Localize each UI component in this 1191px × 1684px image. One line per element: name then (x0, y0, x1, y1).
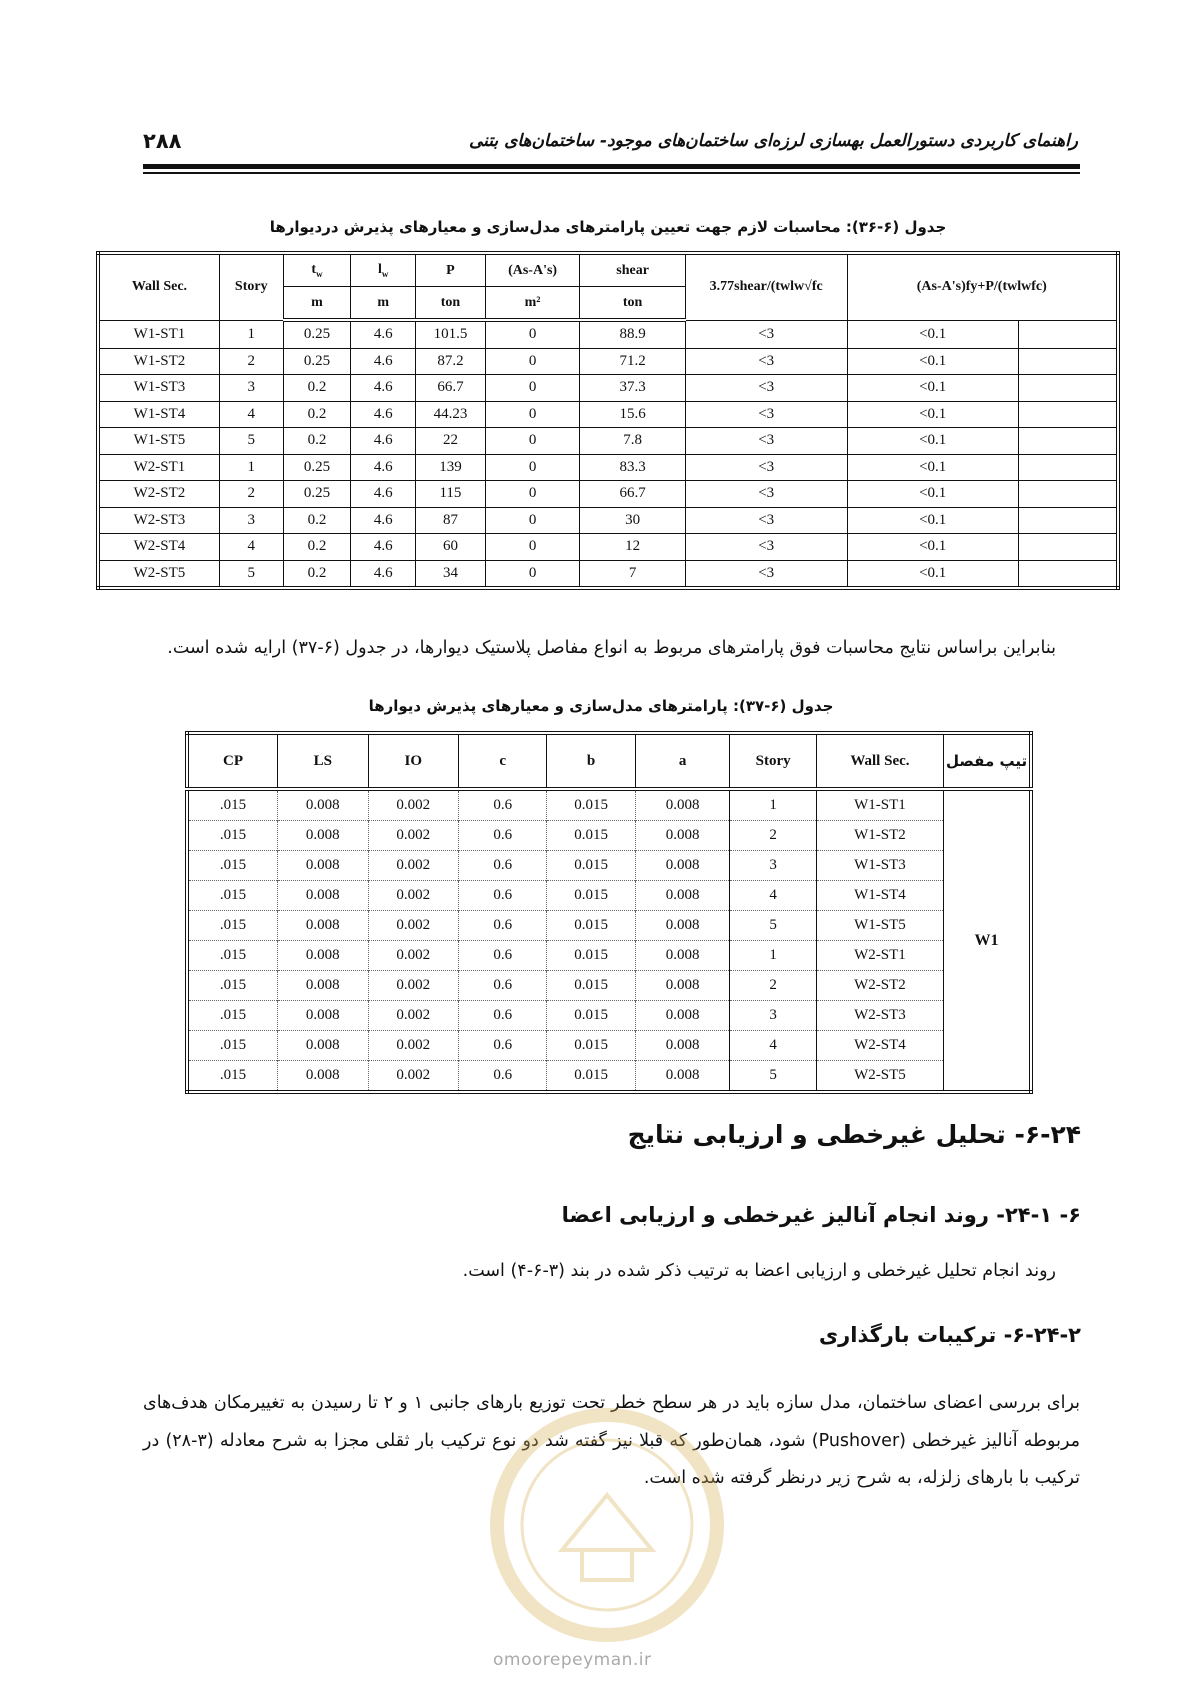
table-cell: 4.6 (351, 428, 416, 455)
col-story: Story (219, 253, 283, 320)
table-cell: 0.008 (278, 1001, 369, 1031)
table-cell: 0.2 (283, 534, 351, 561)
table-cell: 0 (485, 534, 580, 561)
header-rule-thin (143, 172, 1080, 174)
table37-header: c (459, 733, 547, 789)
table-row (98, 454, 1118, 481)
page-number: ۲۸۸ (143, 129, 182, 153)
table-cell: 0.25 (283, 454, 351, 481)
table-cell: W2-ST3 (98, 507, 219, 534)
table-cell: 2 (219, 481, 283, 508)
col-tw: $t_w$ (283, 253, 351, 287)
table-cell: <0.1 (847, 454, 1018, 481)
table-cell-empty (1018, 428, 1118, 455)
table-cell-empty (1018, 401, 1118, 428)
table37-header: b (547, 733, 635, 789)
table-36 (96, 251, 1120, 590)
table-cell: 0.6 (459, 1031, 547, 1061)
table-cell-empty (1018, 507, 1118, 534)
table-cell: W1-ST3 (816, 851, 943, 881)
table-cell: 30 (580, 507, 686, 534)
table-cell: 0.008 (278, 851, 369, 881)
table-cell: 1 (219, 454, 283, 481)
table37-header: a (635, 733, 730, 789)
table-cell: 66.7 (416, 375, 486, 402)
table-cell: 4.6 (351, 320, 416, 348)
table-cell: .015 (187, 1001, 278, 1031)
table-cell: 5 (219, 428, 283, 455)
table-cell: W2-ST2 (816, 971, 943, 1001)
table-cell-empty (1018, 320, 1118, 348)
table-cell: .015 (187, 971, 278, 1001)
table-cell: <3 (685, 481, 847, 508)
table-cell: 87 (416, 507, 486, 534)
table-cell: W1-ST5 (98, 428, 219, 455)
table-cell: 0.015 (547, 821, 635, 851)
paragraph-1: بنابراین براساس نتایج محاسبات فوق پارامترهای مربوط به انواع مفاصل پلاستیک دیوارها، در جدول (۶-۳۷) ارایه شده است. (167, 638, 1056, 658)
table-row (187, 881, 1031, 911)
table-cell: .015 (187, 1031, 278, 1061)
table-cell: 15.6 (580, 401, 686, 428)
table-cell: 0.015 (547, 1001, 635, 1031)
table-cell: .015 (187, 821, 278, 851)
table-cell: 71.2 (580, 348, 686, 375)
table-cell: 101.5 (416, 320, 486, 348)
table37-header: LS (278, 733, 369, 789)
table-cell: <0.1 (847, 375, 1018, 402)
table-row (187, 821, 1031, 851)
table-cell: 3 (219, 507, 283, 534)
table-cell: W2-ST3 (816, 1001, 943, 1031)
table-cell: 0.015 (547, 941, 635, 971)
table-row (187, 941, 1031, 971)
table-cell: 0.015 (547, 971, 635, 1001)
table-cell: <3 (685, 375, 847, 402)
table-cell: 0.015 (547, 911, 635, 941)
table-cell: 0.008 (278, 821, 369, 851)
table-cell: 12 (580, 534, 686, 561)
table-cell: 3 (730, 851, 816, 881)
unit-shear: ton (580, 287, 686, 321)
table-cell: 0.002 (368, 971, 459, 1001)
table-cell: W2-ST1 (816, 941, 943, 971)
table-cell: 0.008 (635, 821, 730, 851)
table-cell: 0.008 (635, 911, 730, 941)
table-cell: 0.2 (283, 375, 351, 402)
table-cell: <0.1 (847, 481, 1018, 508)
table-row (187, 1031, 1031, 1061)
table-row (98, 560, 1118, 588)
table-cell: 0.6 (459, 911, 547, 941)
running-header (143, 125, 1078, 157)
table-cell: <3 (685, 534, 847, 561)
table-row (187, 911, 1031, 941)
table-row (98, 481, 1118, 508)
table-cell: 0.002 (368, 1001, 459, 1031)
table-cell: 0.015 (547, 851, 635, 881)
table-cell: 5 (730, 1061, 816, 1093)
table-cell: 83.3 (580, 454, 686, 481)
table-cell: 0.6 (459, 881, 547, 911)
section-heading: ۶-۲۴- تحلیل غیرخطی و ارزیابی نتایج (627, 1120, 1081, 1149)
publisher-seal-watermark (482, 1400, 732, 1670)
table-cell: <0.1 (847, 534, 1018, 561)
table-cell: 5 (219, 560, 283, 588)
table-cell: <0.1 (847, 401, 1018, 428)
table-cell: 0.008 (278, 941, 369, 971)
table-cell: W1-ST1 (816, 789, 943, 821)
table-row (98, 348, 1118, 375)
table-cell: <3 (685, 320, 847, 348)
table-cell: W2-ST2 (98, 481, 219, 508)
table-cell-empty (1018, 534, 1118, 561)
table-cell: 0.002 (368, 851, 459, 881)
col-ratio1: 3.77shear/(twlw√fc (685, 253, 847, 320)
table-cell: 3 (219, 375, 283, 402)
table-cell: 0.6 (459, 941, 547, 971)
table-cell: <0.1 (847, 507, 1018, 534)
table-cell: W1-ST3 (98, 375, 219, 402)
table-cell: .015 (187, 1061, 278, 1093)
table-cell: 88.9 (580, 320, 686, 348)
table-cell: 34 (416, 560, 486, 588)
table-cell: 60 (416, 534, 486, 561)
table-cell: 0 (485, 507, 580, 534)
table-cell: 0.2 (283, 560, 351, 588)
table-cell: 0.008 (278, 881, 369, 911)
table-cell: 4.6 (351, 481, 416, 508)
table-cell: 0.002 (368, 881, 459, 911)
table-cell: 0.015 (547, 1031, 635, 1061)
table-cell: 2 (730, 821, 816, 851)
table-cell: 0.002 (368, 1061, 459, 1093)
table-cell: 4.6 (351, 560, 416, 588)
table-cell: <3 (685, 428, 847, 455)
table-cell: 0.25 (283, 348, 351, 375)
paragraph-2: روند انجام تحلیل غیرخطی و ارزیابی اعضا به ترتیب ذکر شده در بند (۳-۶-۴) است. (462, 1261, 1056, 1281)
table-cell: 0.002 (368, 941, 459, 971)
table-cell: 87.2 (416, 348, 486, 375)
hinge-type-cell: W1 (944, 789, 1031, 1092)
table-cell: W1-ST1 (98, 320, 219, 348)
table-cell: 0.002 (368, 911, 459, 941)
table-cell: 0.2 (283, 507, 351, 534)
table-37 (185, 731, 1033, 1094)
table-cell: 0.008 (278, 971, 369, 1001)
table-cell: 0.008 (278, 789, 369, 821)
table-cell: 44.23 (416, 401, 486, 428)
table-37-caption: جدول (۶-۳۷): پارامترهای مدل‌سازی و معیارهای پذیرش دیوارها (368, 697, 834, 715)
table-cell: 0.015 (547, 789, 635, 821)
table-cell: 0.2 (283, 428, 351, 455)
table-cell: 0 (485, 560, 580, 588)
table37-header: تیپ مفصل (944, 733, 1031, 789)
col-wall-sec: Wall Sec. (98, 253, 219, 320)
table-cell: 4.6 (351, 507, 416, 534)
table-row (187, 1001, 1031, 1031)
table-cell: 0 (485, 454, 580, 481)
table-cell: 7.8 (580, 428, 686, 455)
unit-tw: m (283, 287, 351, 321)
table37-header: Story (730, 733, 816, 789)
table-cell: <3 (685, 401, 847, 428)
table-row (98, 320, 1118, 348)
watermark-site: omoorepeyman.ir (493, 1650, 652, 1670)
table-cell: 22 (416, 428, 486, 455)
table-row (187, 1061, 1031, 1093)
table-cell: 0 (485, 401, 580, 428)
table-cell: 0.25 (283, 320, 351, 348)
table-cell-empty (1018, 375, 1118, 402)
table-cell: W2-ST4 (816, 1031, 943, 1061)
unit-p: ton (416, 287, 486, 321)
table-cell: 4 (219, 534, 283, 561)
col-p: P (416, 253, 486, 287)
table-cell: 0.008 (635, 1061, 730, 1093)
paragraph-3: برای بررسی اعضای ساختمان، مدل سازه باید در هر سطح خطر تحت توزیع بارهای جانبی ۱ و ۲ تا رسیدن به تغییرمکان هدف‌های مربوطه آنالیز غیرخطی (Pushover) شود، همان‌طور که قبلا نیز گفته شد دو نوع ترکیب بار ثقلی مجزا به شرح معادله (۳-۲۸) در ترکیب با بارهای زلزله، به شرح زیر درنظر گرفته شده است. (143, 1393, 1080, 1489)
table-cell: .015 (187, 881, 278, 911)
table-cell: 4.6 (351, 454, 416, 481)
table-row (98, 375, 1118, 402)
col-as: (As-A's) (485, 253, 580, 287)
table-cell: .015 (187, 789, 278, 821)
table-cell: 0 (485, 320, 580, 348)
table-cell: 0.002 (368, 821, 459, 851)
table-cell: 0.008 (635, 941, 730, 971)
table-cell: 4 (219, 401, 283, 428)
table-cell-empty (1018, 560, 1118, 588)
table-cell: 0.6 (459, 971, 547, 1001)
table-cell: <0.1 (847, 320, 1018, 348)
table-cell: W2-ST1 (98, 454, 219, 481)
table-cell: 115 (416, 481, 486, 508)
table-cell: <0.1 (847, 348, 1018, 375)
table-cell-empty (1018, 481, 1118, 508)
table-cell: 0.002 (368, 1031, 459, 1061)
table-cell: 1 (730, 941, 816, 971)
table-cell: 4.6 (351, 401, 416, 428)
table-cell: 0.008 (278, 1031, 369, 1061)
table-cell: 5 (730, 911, 816, 941)
table-cell-empty (1018, 454, 1118, 481)
table-cell-empty (1018, 348, 1118, 375)
table-cell: 66.7 (580, 481, 686, 508)
table-row (187, 971, 1031, 1001)
table-row (187, 789, 1031, 821)
table-cell: 4 (730, 881, 816, 911)
table-cell: 7 (580, 560, 686, 588)
table-cell: <0.1 (847, 428, 1018, 455)
table37-header: Wall Sec. (816, 733, 943, 789)
table-cell: 0.6 (459, 789, 547, 821)
table-cell: .015 (187, 851, 278, 881)
unit-lw: m (351, 287, 416, 321)
table-cell: 2 (219, 348, 283, 375)
table-row (98, 428, 1118, 455)
table-cell: 0.25 (283, 481, 351, 508)
table-row (98, 507, 1118, 534)
table-cell: <0.1 (847, 560, 1018, 588)
table-cell: 0.008 (635, 1001, 730, 1031)
table-cell: <3 (685, 454, 847, 481)
table-cell: 1 (730, 789, 816, 821)
table-cell: W1-ST5 (816, 911, 943, 941)
table-cell: 139 (416, 454, 486, 481)
header-rule-thick (143, 164, 1080, 169)
table-cell: 0.008 (635, 971, 730, 1001)
table-cell: 0.002 (368, 789, 459, 821)
running-title: راهنمای کاربردی دستورالعمل بهسازی لرزه‌ای ساختمان‌های موجود- ساختمان‌های بتنی (468, 131, 1078, 151)
table37-header: CP (187, 733, 278, 789)
table-cell: W1-ST2 (816, 821, 943, 851)
col-shear: shear (580, 253, 686, 287)
table-row (187, 851, 1031, 881)
table-cell: 0.008 (635, 1031, 730, 1061)
table-cell: .015 (187, 911, 278, 941)
table-cell: .015 (187, 941, 278, 971)
table-cell: 4.6 (351, 348, 416, 375)
table-cell: W2-ST5 (816, 1061, 943, 1093)
table-cell: 1 (219, 320, 283, 348)
table-cell: 0.015 (547, 881, 635, 911)
table-cell: 0 (485, 481, 580, 508)
col-ratio2: (As-A's)fy+P/(twlwfc) (847, 253, 1118, 320)
table-cell: 0.015 (547, 1061, 635, 1093)
table-cell: 4.6 (351, 534, 416, 561)
table-cell: 4 (730, 1031, 816, 1061)
table-cell: 0.008 (278, 1061, 369, 1093)
table-cell: 0.008 (635, 789, 730, 821)
table-cell: 0.008 (635, 851, 730, 881)
col-lw: $l_w$ (351, 253, 416, 287)
table-cell: 0.008 (635, 881, 730, 911)
subsection-heading-1: ۶- ۲۴-۱- روند انجام آنالیز غیرخطی و ارزیابی اعضا (561, 1203, 1081, 1227)
table-cell: 3 (730, 1001, 816, 1031)
table-cell: 0 (485, 348, 580, 375)
table-row (98, 534, 1118, 561)
table-cell: <3 (685, 507, 847, 534)
table-cell: 4.6 (351, 375, 416, 402)
table-cell: 37.3 (580, 375, 686, 402)
table-cell: 0.008 (278, 911, 369, 941)
table-cell: 0 (485, 428, 580, 455)
table-cell: W1-ST4 (816, 881, 943, 911)
table-cell: <3 (685, 348, 847, 375)
table-cell: W1-ST4 (98, 401, 219, 428)
table-cell: 0.6 (459, 1001, 547, 1031)
subsection-heading-2: ۶-۲۴-۲- ترکیبات بارگذاری (818, 1323, 1081, 1347)
table-cell: <3 (685, 560, 847, 588)
table37-header: IO (368, 733, 459, 789)
table-cell: 2 (730, 971, 816, 1001)
table-cell: 0 (485, 375, 580, 402)
unit-as: m² (485, 287, 580, 321)
table-cell: 0.2 (283, 401, 351, 428)
table-row (98, 401, 1118, 428)
table-cell: W2-ST4 (98, 534, 219, 561)
table-cell: W1-ST2 (98, 348, 219, 375)
table-cell: 0.6 (459, 851, 547, 881)
table-36-caption: جدول (۶-۳۶): محاسبات لازم جهت تعیین پارامترهای مدل‌سازی و معیارهای پذیرش دردیوارها (269, 218, 947, 236)
table-cell: 0.6 (459, 1061, 547, 1093)
table-cell: W2-ST5 (98, 560, 219, 588)
table-cell: 0.6 (459, 821, 547, 851)
